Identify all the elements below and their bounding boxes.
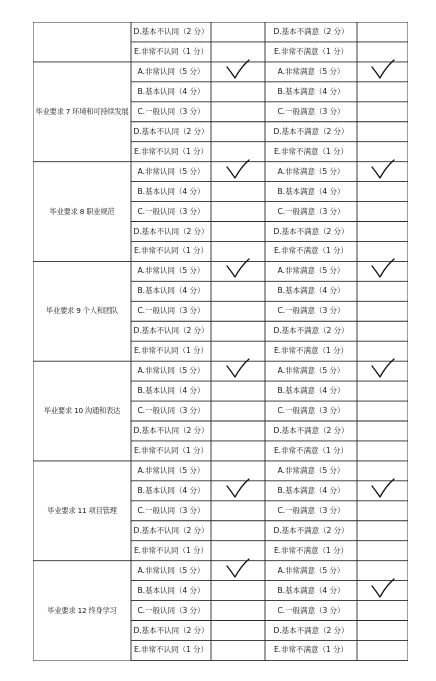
satisfaction-option: B.基本满意（4 分） — [277, 86, 345, 96]
satisfaction-check-mark — [369, 58, 397, 80]
agreement-option: D.基本不认同（2 分） — [133, 326, 209, 336]
satisfaction-option: E.非常不满意（1 分） — [273, 46, 348, 56]
requirement-label: 毕业要求 8 职业规范 — [49, 206, 115, 216]
agreement-option: C.一般认同（3 分） — [137, 406, 205, 416]
satisfaction-option: B.基本满意（4 分） — [277, 585, 345, 595]
agreement-option: D.基本不认同（2 分） — [133, 126, 209, 136]
agreement-check-mark — [224, 158, 252, 180]
agreement-check-mark — [224, 557, 252, 579]
satisfaction-option: E.非常不满意（1 分） — [273, 246, 348, 256]
agreement-option: A.非常认同（5 分） — [137, 465, 205, 475]
satisfaction-option: A.非常满意（5 分） — [277, 565, 345, 575]
agreement-option: C.一般认同（3 分） — [137, 206, 205, 216]
agreement-option: E.非常不认同（1 分） — [133, 46, 208, 56]
requirement-label: 毕业要求 7 环境和可持续发展 — [35, 106, 129, 116]
satisfaction-option: E.非常不满意（1 分） — [273, 146, 348, 156]
agreement-option: E.非常不认同（1 分） — [133, 545, 208, 555]
agreement-option: B.基本认同（4 分） — [137, 86, 205, 96]
agreement-option: B.基本认同（4 分） — [137, 186, 205, 196]
satisfaction-check-mark — [369, 577, 397, 599]
satisfaction-option: D.基本不满意（2 分） — [273, 625, 349, 635]
satisfaction-option: C.一般满意（3 分） — [277, 605, 345, 615]
satisfaction-option: A.非常满意（5 分） — [277, 166, 345, 176]
satisfaction-option: D.基本不满意（2 分） — [273, 426, 349, 435]
agreement-option: A.非常认同（5 分） — [137, 166, 205, 176]
satisfaction-option: E.非常不满意（1 分） — [273, 545, 348, 555]
agreement-option: A.非常认同（5 分） — [137, 66, 205, 76]
agreement-option: D.基本不认同（2 分） — [133, 525, 209, 535]
agreement-option: D.基本不认同（2 分） — [133, 426, 209, 435]
satisfaction-option: B.基本满意（4 分） — [277, 286, 345, 296]
satisfaction-option: A.非常满意（5 分） — [277, 465, 345, 475]
agreement-option: A.非常认同（5 分） — [137, 565, 205, 575]
satisfaction-option: C.一般满意（3 分） — [277, 306, 345, 316]
agreement-option: C.一般认同（3 分） — [137, 605, 205, 615]
agreement-option: D.基本不认同（2 分） — [133, 226, 209, 236]
agreement-check-mark — [224, 357, 252, 379]
satisfaction-check-mark — [369, 357, 397, 379]
satisfaction-check-mark — [369, 158, 397, 180]
satisfaction-option: B.基本满意（4 分） — [277, 485, 345, 495]
satisfaction-option: D.基本不满意（2 分） — [273, 27, 349, 36]
satisfaction-option: A.非常满意（5 分） — [277, 266, 345, 276]
requirement-label: 毕业要求 9 个人和团队 — [46, 306, 118, 316]
satisfaction-check-mark — [369, 257, 397, 279]
agreement-option: E.非常不认同（1 分） — [133, 246, 208, 256]
satisfaction-option: E.非常不满意（1 分） — [273, 645, 348, 655]
satisfaction-check-mark — [369, 477, 397, 499]
requirement-label: 毕业要求 11 项目管理 — [47, 505, 117, 515]
satisfaction-option: D.基本不满意（2 分） — [273, 226, 349, 236]
agreement-option: A.非常认同（5 分） — [137, 366, 205, 376]
satisfaction-option: B.基本满意（4 分） — [277, 186, 345, 196]
satisfaction-option: C.一般满意（3 分） — [277, 406, 345, 416]
agreement-check-mark — [224, 58, 252, 80]
satisfaction-option: C.一般满意（3 分） — [277, 106, 345, 116]
satisfaction-option: A.非常满意（5 分） — [277, 66, 345, 76]
satisfaction-option: D.基本不满意（2 分） — [273, 326, 349, 336]
agreement-option: C.一般认同（3 分） — [137, 505, 205, 515]
satisfaction-option: D.基本不满意（2 分） — [273, 525, 349, 535]
agreement-option: E.非常不认同（1 分） — [133, 346, 208, 356]
satisfaction-option: B.基本满意（4 分） — [277, 386, 345, 396]
agreement-option: E.非常不认同（1 分） — [133, 445, 208, 455]
agreement-option: E.非常不认同（1 分） — [133, 645, 208, 655]
agreement-option: B.基本认同（4 分） — [137, 585, 205, 595]
requirement-label: 毕业要求 12 终身学习 — [47, 605, 117, 615]
satisfaction-option: D.基本不满意（2 分） — [273, 126, 349, 136]
satisfaction-option: A.非常满意（5 分） — [277, 366, 345, 376]
agreement-option: C.一般认同（3 分） — [137, 106, 205, 116]
agreement-option: C.一般认同（3 分） — [137, 306, 205, 316]
agreement-check-mark — [224, 477, 252, 499]
satisfaction-option: C.一般满意（3 分） — [277, 505, 345, 515]
agreement-option: B.基本认同（4 分） — [137, 485, 205, 495]
satisfaction-option: E.非常不满意（1 分） — [273, 346, 348, 356]
satisfaction-option: C.一般满意（3 分） — [277, 206, 345, 216]
agreement-check-mark — [224, 257, 252, 279]
agreement-option: B.基本认同（4 分） — [137, 286, 205, 296]
agreement-option: D.基本不认同（2 分） — [133, 27, 209, 36]
requirement-label: 毕业要求 10 沟通和表达 — [43, 406, 121, 416]
agreement-option: D.基本不认同（2 分） — [133, 625, 209, 635]
agreement-option: E.非常不认同（1 分） — [133, 146, 208, 156]
satisfaction-option: E.非常不满意（1 分） — [273, 445, 348, 455]
agreement-option: B.基本认同（4 分） — [137, 386, 205, 396]
survey-table — [33, 22, 408, 661]
agreement-option: A.非常认同（5 分） — [137, 266, 205, 276]
